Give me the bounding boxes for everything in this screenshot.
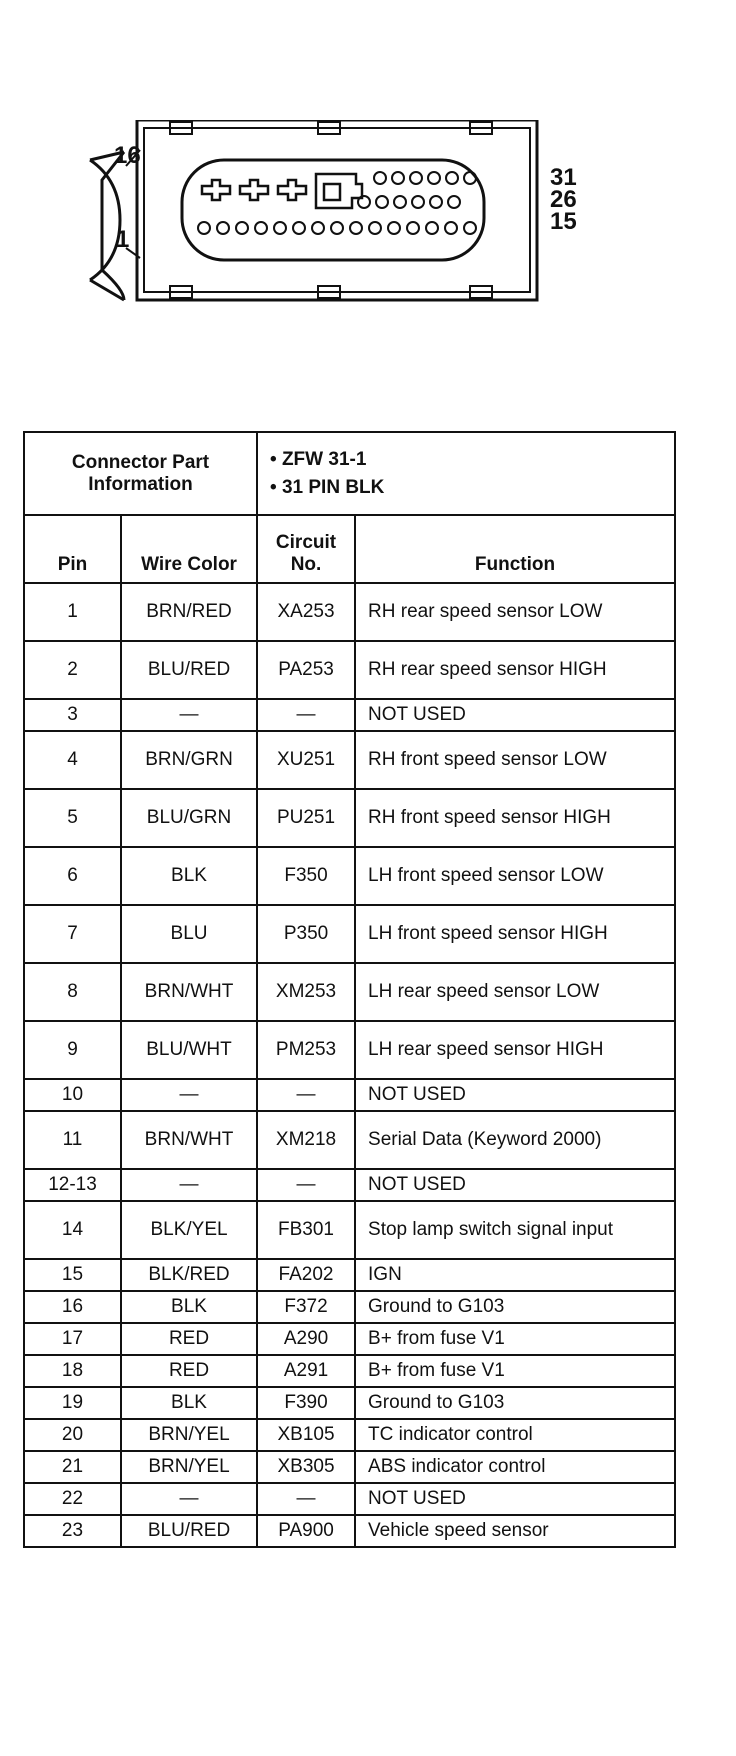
circuit-cell: F372	[257, 1291, 355, 1323]
table-row	[24, 1291, 675, 1323]
wire-color-cell: BLU/WHT	[121, 1021, 257, 1079]
pin-cell: 16	[24, 1291, 121, 1323]
connector-info-item: • 31 PIN BLK	[270, 476, 385, 498]
circuit-cell: —	[257, 1079, 355, 1111]
pin-cell: 3	[24, 699, 121, 731]
function-cell: ABS indicator control	[355, 1451, 675, 1483]
pin-label-1: 1	[116, 226, 130, 253]
function-cell: Ground to G103	[355, 1291, 675, 1323]
circuit-cell: XM218	[257, 1111, 355, 1169]
wire-color-cell: —	[121, 699, 257, 731]
circuit-cell: —	[257, 699, 355, 731]
circuit-cell: PA900	[257, 1515, 355, 1547]
pin-cell: 1	[24, 583, 121, 641]
pin-cell: 10	[24, 1079, 121, 1111]
pin-cell: 7	[24, 905, 121, 963]
function-cell: NOT USED	[355, 1169, 675, 1201]
pin-cell: 5	[24, 789, 121, 847]
pin-cell: 9	[24, 1021, 121, 1079]
table-row	[24, 641, 675, 699]
table-row	[24, 731, 675, 789]
function-cell: B+ from fuse V1	[355, 1323, 675, 1355]
wire-color-cell: BLK/RED	[121, 1259, 257, 1291]
wire-color-cell: RED	[121, 1355, 257, 1387]
wire-color-cell: RED	[121, 1323, 257, 1355]
pin-cell: 23	[24, 1515, 121, 1547]
pin-cell: 12-13	[24, 1169, 121, 1201]
pin-cell: 20	[24, 1419, 121, 1451]
wire-color-cell: BRN/RED	[121, 583, 257, 641]
wire-color-cell: BRN/WHT	[121, 1111, 257, 1169]
function-cell: Serial Data (Keyword 2000)	[355, 1111, 675, 1169]
connector-part-info-label: Connector Part Information	[24, 432, 257, 515]
wire-color-cell: BLK	[121, 847, 257, 905]
pin-cell: 17	[24, 1323, 121, 1355]
pin-cell: 11	[24, 1111, 121, 1169]
pin-cell: 19	[24, 1387, 121, 1419]
function-cell: NOT USED	[355, 1079, 675, 1111]
circuit-cell: F390	[257, 1387, 355, 1419]
table-row	[24, 1483, 675, 1515]
circuit-cell: XU251	[257, 731, 355, 789]
pin-label-15: 15	[550, 208, 577, 235]
circuit-cell: —	[257, 1169, 355, 1201]
pin-cell: 8	[24, 963, 121, 1021]
connector-info-row	[24, 432, 675, 515]
table-row	[24, 583, 675, 641]
pin-cell: 4	[24, 731, 121, 789]
table-row	[24, 1323, 675, 1355]
function-cell: B+ from fuse V1	[355, 1355, 675, 1387]
wire-color-cell: BLK/YEL	[121, 1201, 257, 1259]
table-row	[24, 1259, 675, 1291]
function-cell: LH rear speed sensor LOW	[355, 963, 675, 1021]
pin-label-16: 16	[114, 142, 141, 169]
pinout-table	[23, 431, 676, 1548]
circuit-cell: PU251	[257, 789, 355, 847]
table-row	[24, 1515, 675, 1547]
pin-cell: 14	[24, 1201, 121, 1259]
circuit-cell: XM253	[257, 963, 355, 1021]
function-cell: LH front speed sensor LOW	[355, 847, 675, 905]
wire-color-cell: BLK	[121, 1291, 257, 1323]
pin-cell: 18	[24, 1355, 121, 1387]
circuit-cell: A290	[257, 1323, 355, 1355]
function-cell: Vehicle speed sensor	[355, 1515, 675, 1547]
circuit-cell: FB301	[257, 1201, 355, 1259]
circuit-cell: —	[257, 1483, 355, 1515]
function-cell: IGN	[355, 1259, 675, 1291]
table-row	[24, 1387, 675, 1419]
function-cell: RH rear speed sensor HIGH	[355, 641, 675, 699]
circuit-cell: XB305	[257, 1451, 355, 1483]
circuit-cell: F350	[257, 847, 355, 905]
pinout-rows	[24, 583, 675, 1547]
pinout-table-container	[23, 431, 674, 1548]
function-cell: Ground to G103	[355, 1387, 675, 1419]
function-cell: LH front speed sensor HIGH	[355, 905, 675, 963]
circuit-cell: PM253	[257, 1021, 355, 1079]
wire-color-cell: BLU/GRN	[121, 789, 257, 847]
function-cell: TC indicator control	[355, 1419, 675, 1451]
pin-cell: 2	[24, 641, 121, 699]
circuit-cell: PA253	[257, 641, 355, 699]
pin-cell: 22	[24, 1483, 121, 1515]
function-cell: Stop lamp switch signal input	[355, 1201, 675, 1259]
wire-color-cell: BLU/RED	[121, 641, 257, 699]
header-function: Function	[355, 515, 675, 583]
wire-color-cell: —	[121, 1483, 257, 1515]
wire-color-cell: BRN/YEL	[121, 1451, 257, 1483]
pin-label-26: 26	[550, 186, 577, 213]
table-row	[24, 1355, 675, 1387]
table-row	[24, 1201, 675, 1259]
header-pin: Pin	[24, 515, 121, 583]
circuit-cell: A291	[257, 1355, 355, 1387]
wire-color-cell: BLU/RED	[121, 1515, 257, 1547]
table-row	[24, 789, 675, 847]
function-cell: RH front speed sensor LOW	[355, 731, 675, 789]
wire-color-cell: —	[121, 1079, 257, 1111]
function-cell: LH rear speed sensor HIGH	[355, 1021, 675, 1079]
pin-cell: 21	[24, 1451, 121, 1483]
wire-color-cell: BRN/WHT	[121, 963, 257, 1021]
pin-cell: 15	[24, 1259, 121, 1291]
function-cell: RH front speed sensor HIGH	[355, 789, 675, 847]
table-row	[24, 847, 675, 905]
function-cell: RH rear speed sensor LOW	[355, 583, 675, 641]
connector-info-list	[257, 432, 675, 515]
table-row	[24, 1111, 675, 1169]
table-row	[24, 699, 675, 731]
column-header-row	[24, 515, 675, 583]
connector-info-item: • ZFW 31-1	[270, 448, 367, 470]
circuit-cell: XA253	[257, 583, 355, 641]
table-row	[24, 963, 675, 1021]
wire-color-cell: BRN/GRN	[121, 731, 257, 789]
table-row	[24, 1169, 675, 1201]
table-row	[24, 905, 675, 963]
connector-diagram	[80, 120, 640, 320]
pin-label-31: 31	[550, 164, 577, 191]
header-wire-color: Wire Color	[121, 515, 257, 583]
wire-color-cell: BLK	[121, 1387, 257, 1419]
table-row	[24, 1419, 675, 1451]
wire-color-cell: —	[121, 1169, 257, 1201]
function-cell: NOT USED	[355, 699, 675, 731]
circuit-cell: P350	[257, 905, 355, 963]
pin-cell: 6	[24, 847, 121, 905]
circuit-cell: XB105	[257, 1419, 355, 1451]
wire-color-cell: BRN/YEL	[121, 1419, 257, 1451]
function-cell: NOT USED	[355, 1483, 675, 1515]
table-row	[24, 1079, 675, 1111]
circuit-cell: FA202	[257, 1259, 355, 1291]
header-circuit-no: Circuit No.	[257, 515, 355, 583]
wire-color-cell: BLU	[121, 905, 257, 963]
table-row	[24, 1021, 675, 1079]
table-row	[24, 1451, 675, 1483]
